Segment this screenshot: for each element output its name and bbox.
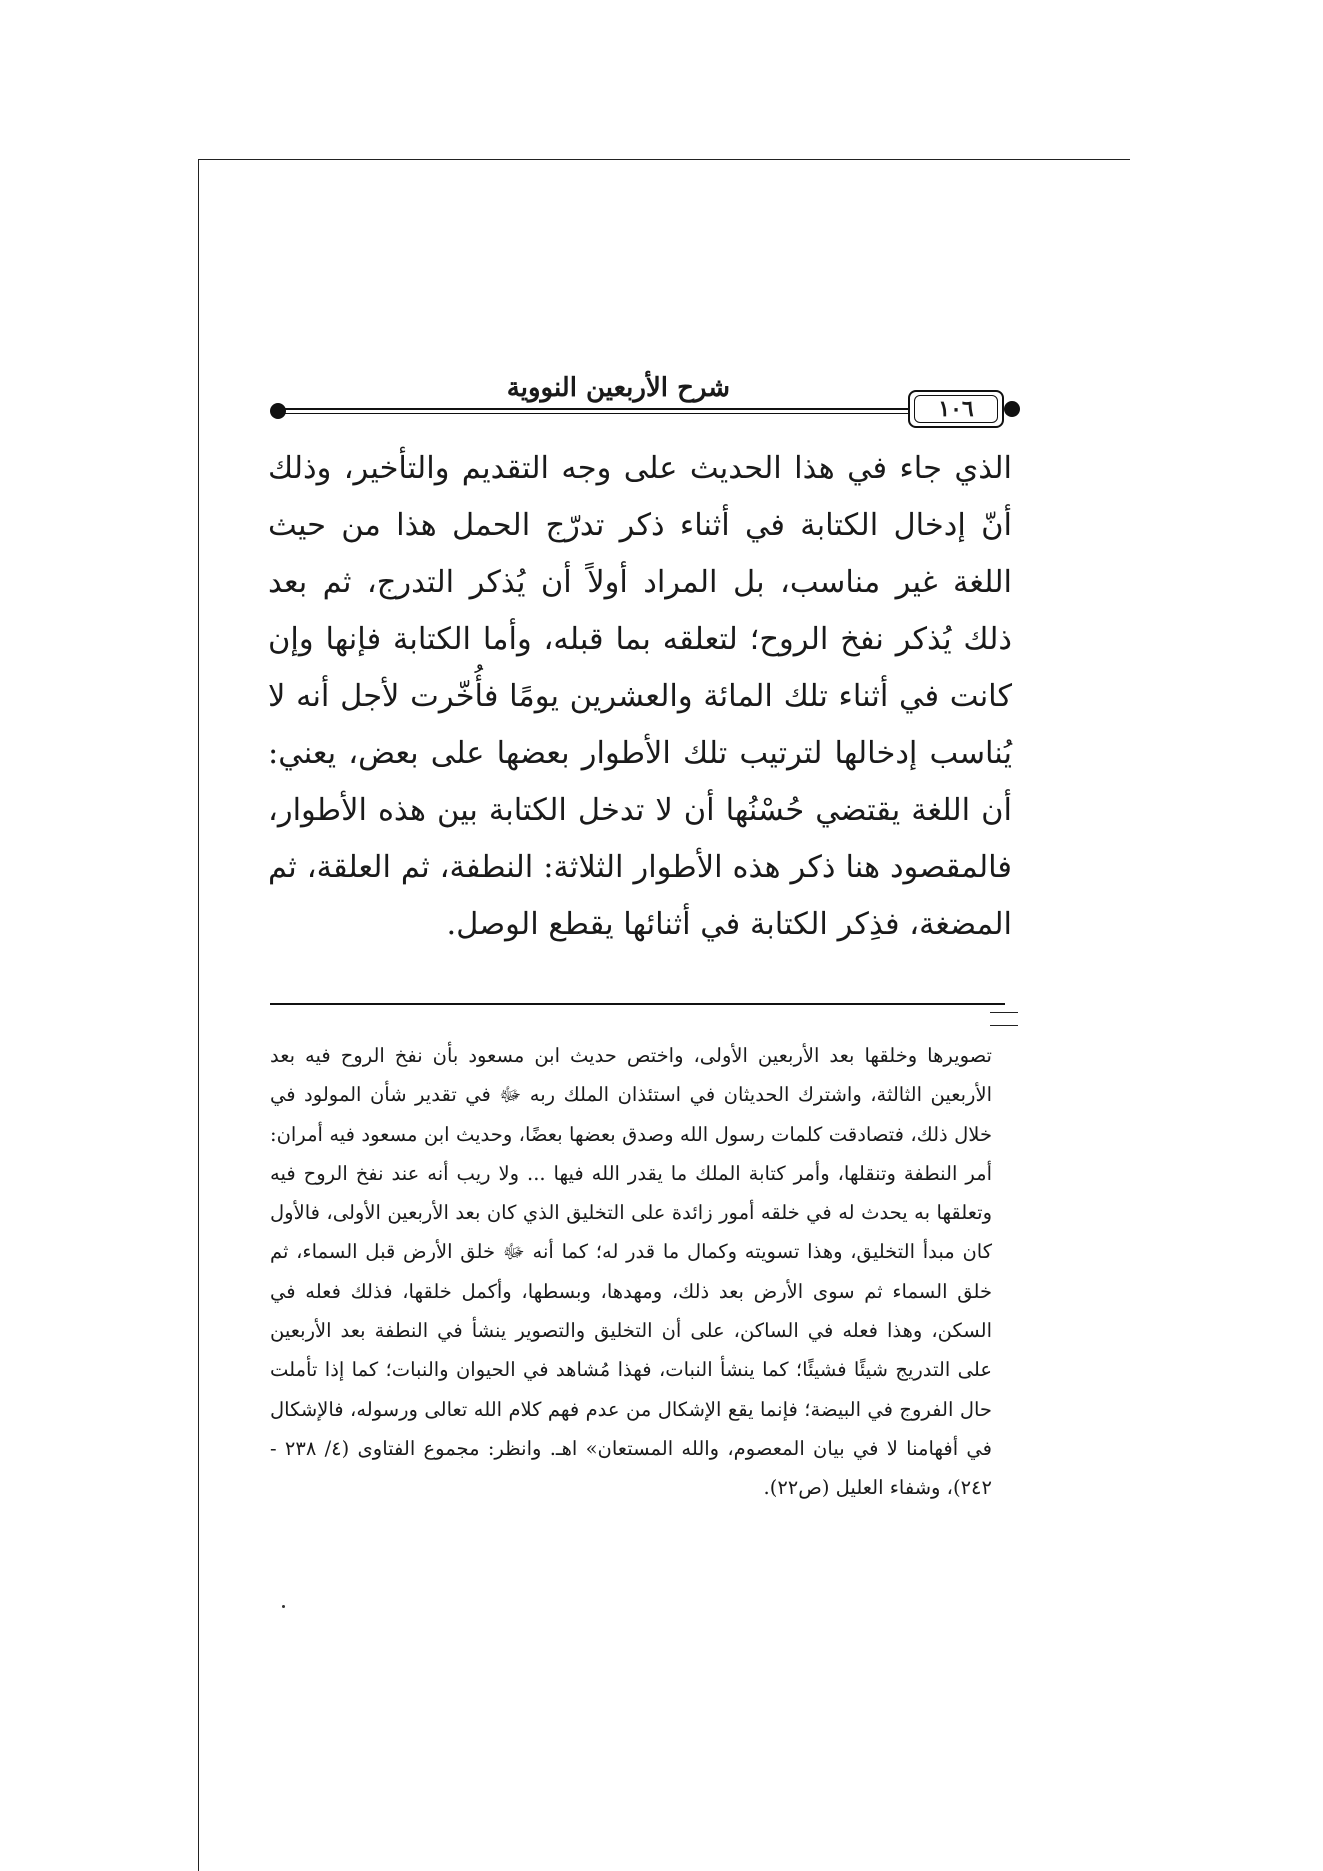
header-rule: [278, 408, 908, 410]
stray-mark: [282, 1605, 285, 1608]
page-number: ١٠٦: [908, 390, 1004, 428]
footnote-text: [270, 1036, 992, 1508]
header-right-dot-ornament: [1004, 401, 1020, 417]
main-paragraph: الذي جاء في هذا الحديث على وجه التقديم والتأخير، وذلك أنّ إدخال الكتابة في أثناء ذكر تدرّج الحمل هذا من حيث اللغة غير مناسب، بل المراد أولاً أن يُذكر التدرج، ثم بعد ذلك يُذكر نفخ الروح؛ لتعلقه بما قبله، وأما الكتابة فإنها وإن كانت في أثناء تلك المائة والعشرين يومًا فأُخّرت لأجل أنه لا يُناسب إدخالها لترتيب تلك الأطوار بعضها على بعض، يعني: أن اللغة يقتضي حُسْنُها أن لا تدخل الكتابة بين هذه الأطوار، فالمقصود هنا ذكر هذه الأطوار الثلاثة: النطفة، ثم العلقة، ثم المضغة، فذِكر الكتابة في أثنائها يقطع الوصل.: [268, 451, 1012, 942]
header-left-dot-ornament: [270, 403, 286, 419]
footnote-separator-rule: [270, 1003, 1005, 1005]
running-title: شرح الأربعين النووية: [506, 373, 730, 403]
page-frame-top-border: [198, 159, 1130, 160]
footnote-paragraph: تصويرها وخلقها بعد الأربعين الأولى، واختص حديث ابن مسعود بأن نفخ الروح فيه بعد الأربعين الثالثة، واشترك الحديثان في استئذان الملك ربه ﷻ في تقدير شأن المولود في خلال ذلك، فتصادقت كلمات رسول الله وصدق بعضها بعضًا، وحديث ابن مسعود فيه أمران: أمر النطفة وتنقلها، وأمر كتابة الملك ما يقدر الله فيها ... ولا ريب أنه عند نفخ الروح فيه وتعلقها به يحدث له في خلقه أمور زائدة على التخليق الذي كان بعد الأربعين الأولى، فالأول كان مبدأ التخليق، وهذا تسويته وكمال ما قدر له؛ كما أنه ﷻ خلق الأرض قبل السماء، ثم خلق السماء ثم سوى الأرض بعد ذلك، ومهدها، وبسطها، وأكمل خلقها، فذلك فعله في السكن، وهذا فعله في الساكن، على أن التخليق والتصوير ينشأ في النطفة بعد الأربعين على التدريج شيئًا فشيئًا؛ كما ينشأ النبات، فهذا مُشاهد في الحيوان والنبات؛ كما إذا تأملت حال الفروج في البيضة؛ فإنما يقع الإشكال من عدم فهم كلام الله تعالى ورسوله، فالإشكال في أفهامنا لا في بيان المعصوم، والله المستعان» اهـ. وانظر: مجموع الفتاوى (٤/ ٢٣٨ - ٢٤٢)، وشفاء العليل (ص٢٢).: [270, 1044, 992, 1500]
page-frame-left-border: [198, 159, 199, 1871]
footnote-continuation-mark: [990, 1012, 1018, 1026]
main-body-text: [268, 440, 1012, 953]
page-header: [270, 368, 1020, 428]
header-rule-thin: [278, 413, 908, 414]
